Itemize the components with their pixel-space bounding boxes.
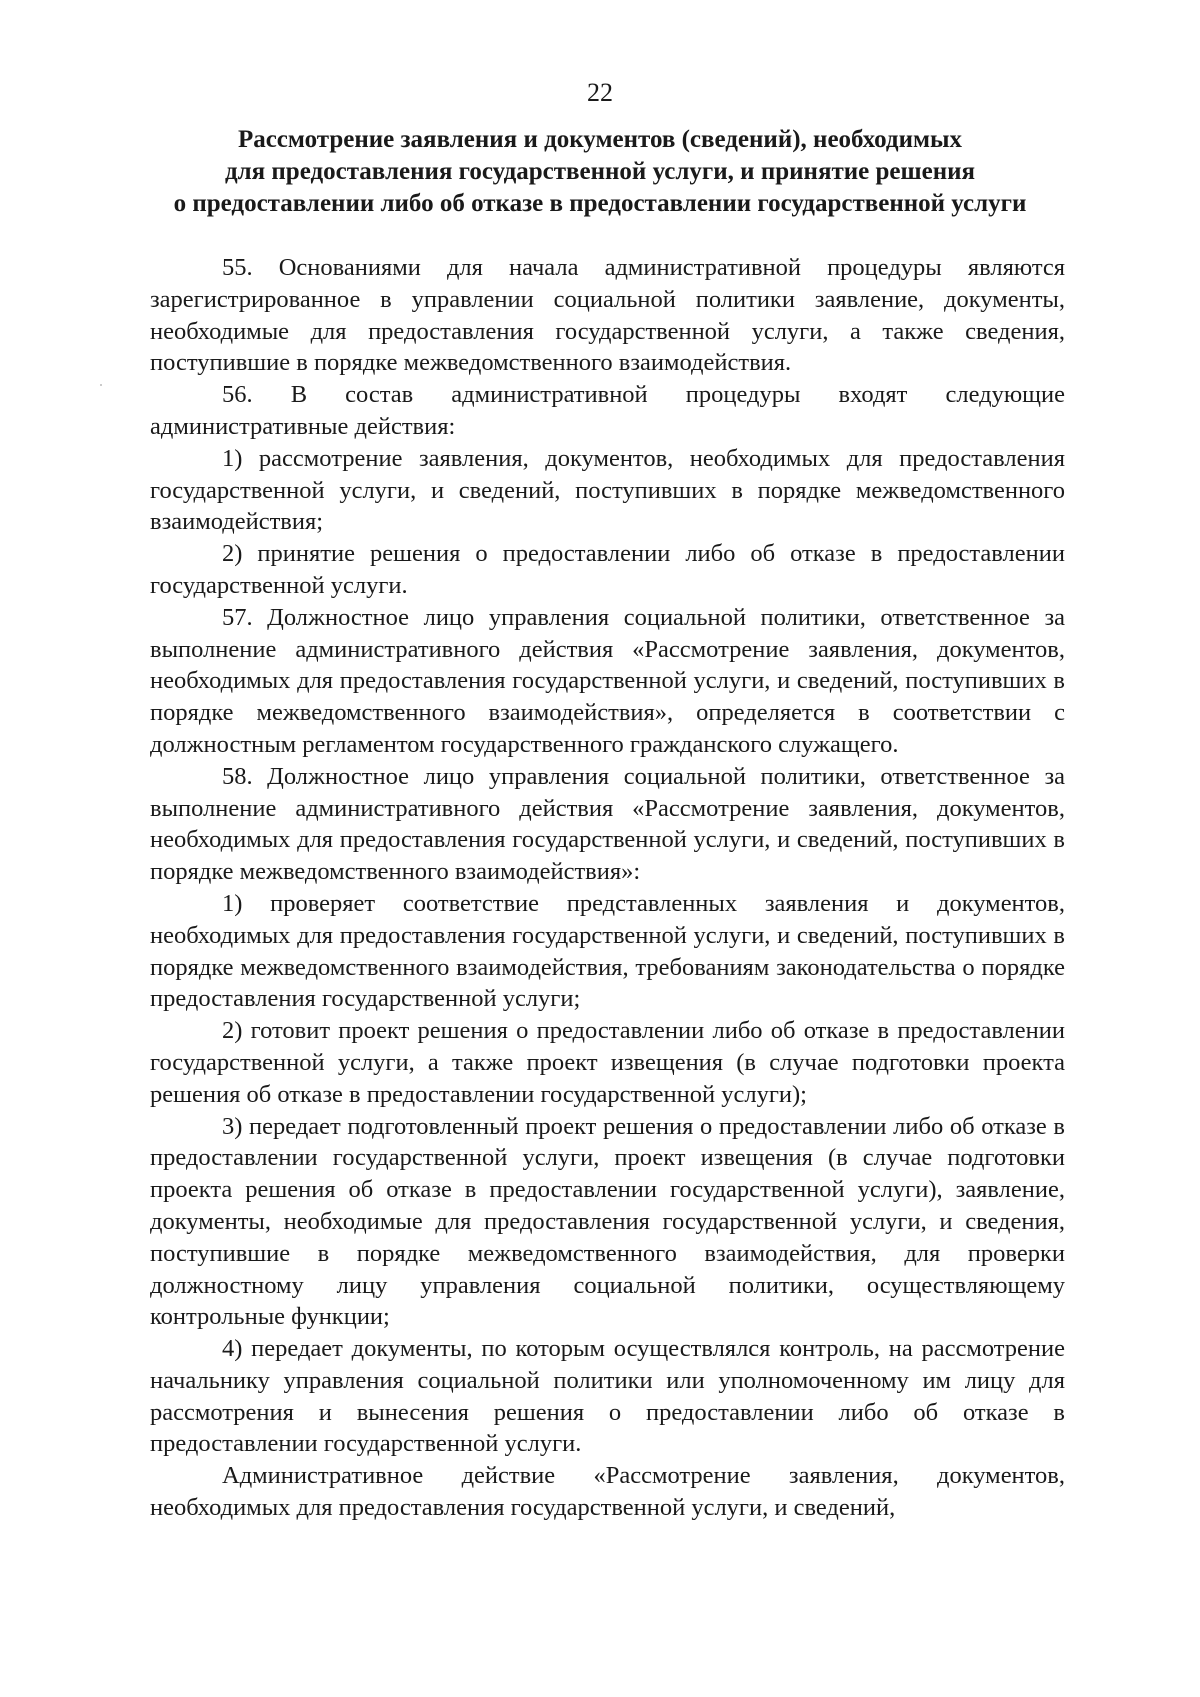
document-body [150,252,1065,1524]
paragraph-58: 58. Должностное лицо управления социальной политики, ответственное за выполнение административного действия «Рассмотрение заявления, документов, необходимых для предоставления государственной услуги, и сведений, поступивших в порядке межведомственного взаимодействия»: [150,762,1065,886]
paragraph-58-item-2: 2) готовит проект решения о предоставлении либо об отказе в предоставлении государственной услуги, а также проект извещения (в случае подготовки проекта решения об отказе в предоставлении государственной услуги); [150,1017,1065,1108]
paragraph-58-item-3: 3) передает подготовленный проект решения о предоставлении либо об отказе в предоставлении государственной услуги, проект извещения (в случае подготовки проекта решения об отказе в предоставлении государственной услуги), заявление, документы, необходимые для предоставления государственной услуги, и сведения, поступившие в порядке межведомственного взаимодействия, для проверки должностному лицу управления социальной политики, осуществляющему контрольные функции; [150,1112,1065,1331]
section-title-line: о предоставлении либо об отказе в предоставлении государственной услуги [173,190,1027,217]
paragraph-58-item-4: 4) передает документы, по которым осуществлялся контроль, на рассмотрение начальнику управления социальной политики или уполномоченному им лицу для рассмотрения и вынесения решения о предоставлении либо об отказе в предоставлении государственной услуги. [150,1335,1065,1458]
paragraph-58-item-1: 1) проверяет соответствие представленных заявления и документов, необходимых для предоставления государственной услуги, и сведений, поступивших в порядке межведомственного взаимодействия, требованиям законодательства о порядке предоставления государственной услуги; [150,889,1065,1013]
paragraph-56-item-2: 2) принятие решения о предоставлении либо об отказе в предоставлении государственной услуги. [150,540,1065,599]
paragraph-57: 57. Должностное лицо управления социальной политики, ответственное за выполнение административного действия «Рассмотрение заявления, документов, необходимых для предоставления государственной услуги, и сведений, поступивших в порядке межведомственного взаимодействия», определяется в соответствии с должностным регламентом государственного гражданского служащего. [150,603,1065,758]
section-title-line: для предоставления государственной услуги, и принятие решения [224,158,976,185]
page-number: 22 [587,78,613,107]
paragraph-56-item-1: 1) рассмотрение заявления, документов, необходимых для предоставления государственной услуги, и сведений, поступивших в порядке межведомственного взаимодействия; [150,444,1065,536]
section-title [140,124,1060,220]
paragraph-55: 55. Основаниями для начала административной процедуры являются зарегистрированное в управлении социальной политики заявление, документы, необходимые для предоставления государственной услуги, а также сведения, поступившие в порядке межведомственного взаимодействия. [150,254,1065,377]
scan-speck [100,384,102,386]
section-title-line: Рассмотрение заявления и документов (сведений), необходимых [237,126,963,153]
paragraph-admin-action: Административное действие «Рассмотрение заявления, документов, необходимых для предоставления государственной услуги, и сведений, [150,1462,1065,1522]
paragraph-56: 56. В состав административной процедуры входят следующие административные действия: [150,381,1065,440]
